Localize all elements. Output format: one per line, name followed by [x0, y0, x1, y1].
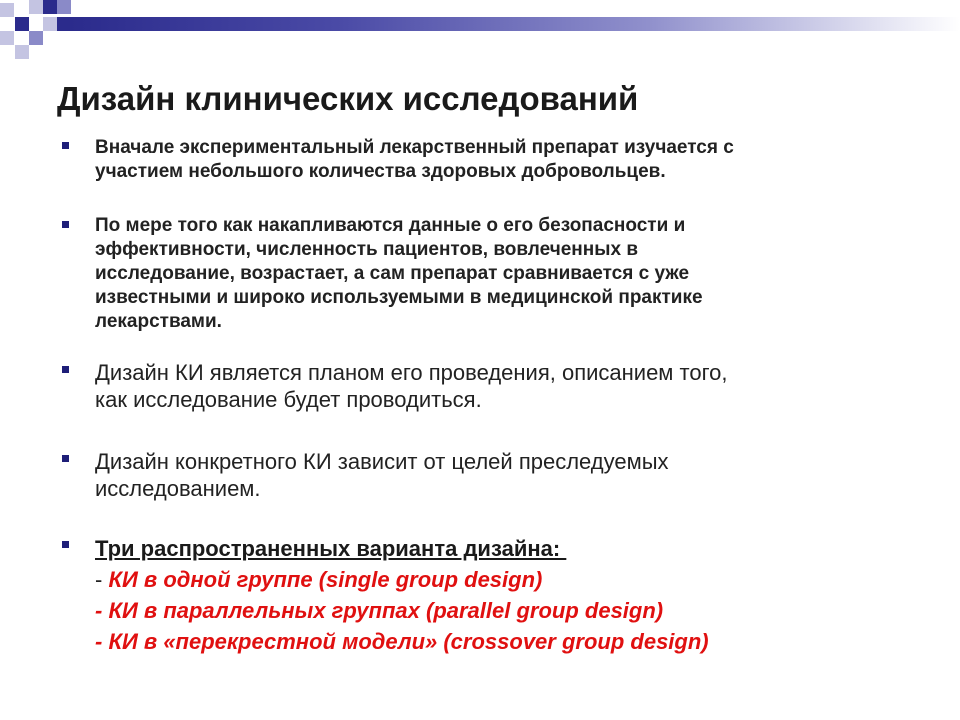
- design-dash: -: [95, 567, 109, 592]
- bullet-line: как исследование будет проводиться.: [95, 387, 482, 412]
- decor-square: [29, 0, 43, 14]
- decor-square: [0, 31, 14, 45]
- design-variant-parallel-group: [95, 597, 663, 624]
- design-variant-single-group: [95, 566, 542, 593]
- decor-square: [0, 3, 14, 17]
- header-gradient-bar: [70, 17, 960, 31]
- bullet-line: Дизайн КИ является планом его проведения, описанием того,: [95, 360, 728, 385]
- bullet-line: исследованием.: [95, 476, 261, 501]
- decor-square: [29, 31, 43, 45]
- bullet-square-icon: [62, 455, 69, 462]
- bullet-line: лекарствами.: [95, 311, 222, 332]
- bullet-square-icon: [62, 541, 69, 548]
- bullet-text-4: [95, 448, 669, 502]
- bullet-square-icon: [62, 142, 69, 149]
- bullet-line: исследование, возрастает, а сам препарат сравнивается с уже: [95, 263, 690, 284]
- design-variants-heading: Три распространенных варианта дизайна:: [95, 536, 567, 561]
- bullet-square-icon: [62, 221, 69, 228]
- bullet-text-2: [95, 214, 703, 334]
- design-text: КИ в параллельных группах (parallel group design): [108, 598, 664, 623]
- design-text: КИ в «перекрестной модели» (crossover group design): [108, 629, 709, 654]
- decor-square: [57, 17, 71, 31]
- design-dash: -: [95, 629, 109, 654]
- decor-square: [15, 45, 29, 59]
- design-dash: -: [95, 598, 109, 623]
- bullet-line: эффективности, численность пациентов, вовлеченных в: [95, 239, 639, 260]
- bullet-line: известными и широко используемыми в медицинской практике: [95, 287, 703, 308]
- decor-square: [57, 0, 71, 14]
- design-variant-crossover: [95, 628, 709, 655]
- bullet-text-3: [95, 359, 728, 413]
- bullet-text-1: [95, 136, 734, 184]
- bullet-line: Вначале экспериментальный лекарственный препарат изучается с: [95, 137, 734, 158]
- slide-title: Дизайн клинических исследований: [57, 80, 639, 117]
- bullet-line: участием небольшого количества здоровых добровольцев.: [95, 161, 666, 182]
- bullet-line: По мере того как накапливаются данные о его безопасности и: [95, 215, 686, 236]
- decor-square: [43, 0, 57, 14]
- design-text: КИ в одной группе (single group design): [108, 567, 543, 592]
- decor-square: [15, 17, 29, 31]
- bullet-line: Дизайн конкретного КИ зависит от целей преследуемых: [95, 449, 669, 474]
- decor-square: [43, 17, 57, 31]
- bullet-square-icon: [62, 366, 69, 373]
